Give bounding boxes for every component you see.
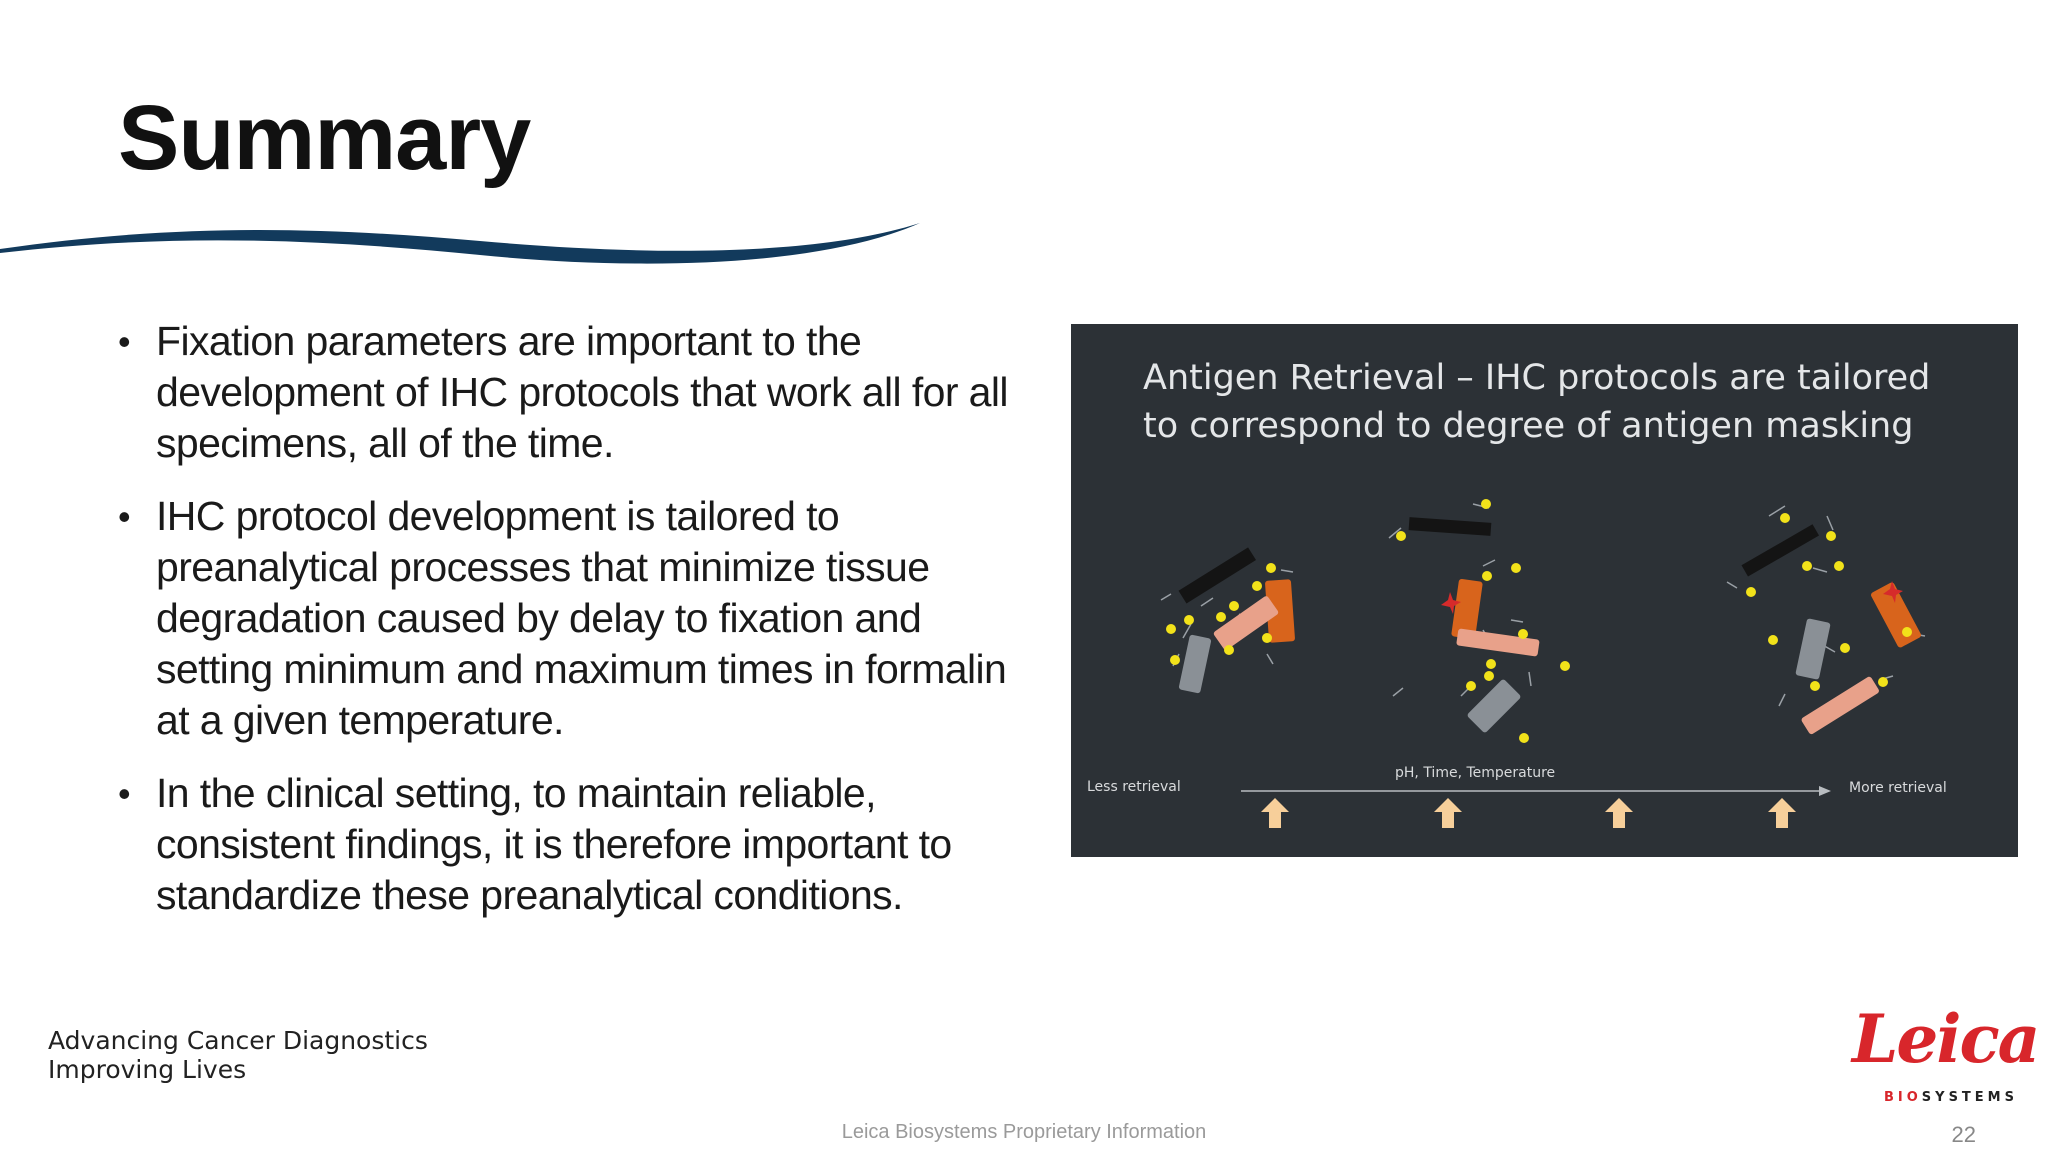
title-swoosh [0, 215, 940, 275]
axis-arrow-head [1819, 786, 1831, 796]
proprietary-notice: Leica Biosystems Proprietary Information [841, 1121, 1207, 1143]
bullet-list [118, 316, 1018, 943]
molecule-cluster-more [1741, 513, 1922, 735]
tagline-line-1: Advancing Cancer Diagnostics [48, 1026, 428, 1055]
slide-title: Summary [118, 87, 531, 189]
page-number: 22 [1951, 1122, 1976, 1147]
logo-subtitle [1884, 1090, 2018, 1105]
bullet-item: • IHC protocol development is tailored to preanalytical processes that minimize tissue degradation caused by delay to fixation and setting minimum and maximum times in formalin at a given temperature. [118, 491, 1018, 746]
leica-logo [1852, 1000, 2039, 1110]
bullet-item: • Fixation parameters are important to the development of IHC protocols that work all for all specimens, all of the time. [118, 316, 1018, 469]
figure-title-line-2: to correspond to degree of antigen masking [1143, 406, 1914, 446]
molecule-cluster-less [1166, 547, 1295, 693]
molecule-cluster-middle [1396, 499, 1570, 743]
axis-up-arrows [1261, 798, 1796, 828]
bullet-item: • In the clinical setting, to maintain reliable, consistent findings, it is therefore important to standardize these preanalytical conditions. [118, 768, 1018, 921]
logo-sub-systems: SYSTEMS [1921, 1090, 2018, 1105]
axis-label-more: More retrieval [1849, 780, 1947, 796]
logo-wordmark: Leica [1852, 1000, 2039, 1078]
axis-label-less: Less retrieval [1087, 779, 1181, 795]
figure-title-line-1: Antigen Retrieval – IHC protocols are tailored [1143, 358, 1931, 398]
antigen-retrieval-figure [1071, 324, 2018, 857]
tagline [48, 1026, 428, 1084]
axis-label-center: pH, Time, Temperature [1395, 765, 1556, 781]
logo-sub-bio: BIO [1884, 1090, 1922, 1105]
tagline-line-2: Improving Lives [48, 1055, 247, 1084]
